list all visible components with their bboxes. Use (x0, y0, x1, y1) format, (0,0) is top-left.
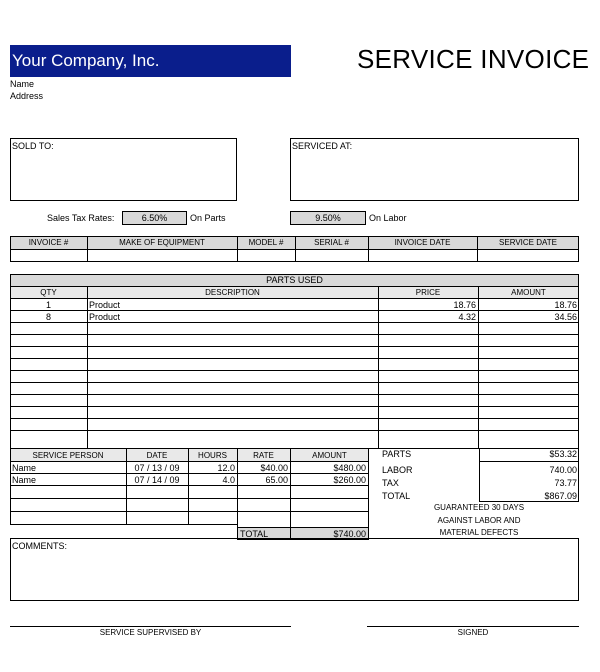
signed-label: SIGNED (457, 628, 489, 637)
summary-parts-label: PARTS (382, 449, 412, 459)
summary-tax-label: TAX (382, 478, 399, 488)
company-name: Your Company, Inc. (10, 45, 291, 77)
parts-table (10, 274, 579, 449)
guarantee-line-1: GUARANTEED 30 DAYS (433, 503, 525, 512)
header-serial: SERIAL # (314, 238, 349, 247)
summary-total-label: TOTAL (382, 491, 411, 501)
signed-line (367, 626, 579, 627)
labor-table (10, 449, 369, 540)
header-invoice-date: INVOICE DATE (394, 238, 451, 247)
parts-row-1-description[interactable]: Product (89, 300, 121, 310)
labor-row-1-hours[interactable]: 12.0 (217, 463, 235, 473)
parts-header-amount: AMOUNT (511, 288, 546, 297)
invoice-info-table (10, 236, 579, 262)
labor-header-person: SERVICE PERSON (32, 451, 104, 460)
address-label: Address (10, 91, 44, 101)
parts-tax-rate[interactable]: 6.50% (122, 211, 187, 225)
parts-tax-label: On Parts (190, 213, 226, 223)
labor-header-rate: RATE (253, 451, 274, 460)
sold-to-box[interactable] (10, 138, 237, 201)
parts-row-2-qty[interactable]: 8 (45, 312, 51, 322)
labor-row-2-amount: $260.00 (333, 475, 366, 485)
sold-to-label: SOLD TO: (12, 141, 54, 151)
labor-tax-label: On Labor (369, 213, 407, 223)
labor-header-hours: HOURS (198, 451, 227, 460)
parts-header-qty: QTY (40, 288, 57, 297)
parts-header-price: PRICE (415, 288, 441, 297)
comments-label: COMMENTS: (12, 541, 67, 551)
parts-row-1-qty[interactable]: 1 (45, 300, 51, 310)
parts-row-2-amount: 34.56 (554, 312, 577, 322)
parts-row-1-amount: 18.76 (554, 300, 577, 310)
parts-row-2-description[interactable]: Product (89, 312, 121, 322)
labor-row-1-person[interactable]: Name (12, 463, 37, 473)
labor-row-1-amount: $480.00 (333, 463, 366, 473)
labor-total-value: $740.00 (333, 529, 366, 539)
labor-row-2-rate[interactable]: 65.00 (265, 475, 288, 485)
labor-row-1-rate[interactable]: $40.00 (260, 463, 288, 473)
summary-total-value: $867.09 (544, 491, 577, 501)
parts-header-description: DESCRIPTION (205, 288, 260, 297)
serviced-at-label: SERVICED AT: (292, 141, 353, 151)
header-model: MODEL # (248, 238, 284, 247)
summary-block (379, 449, 579, 540)
name-label: Name (10, 79, 35, 89)
labor-tax-rate[interactable]: 9.50% (290, 211, 366, 225)
supervised-line (10, 626, 291, 627)
page-title: SERVICE INVOICE (357, 44, 590, 74)
guarantee-line-2: AGAINST LABOR AND (437, 516, 521, 525)
labor-row-2-hours[interactable]: 4.0 (222, 475, 235, 485)
summary-tax-value: 73.77 (554, 478, 577, 488)
header-service-date: SERVICE DATE (499, 238, 557, 247)
header-make: MAKE OF EQUIPMENT (119, 238, 205, 247)
parts-used-title: PARTS USED (266, 275, 323, 285)
tax-label: Sales Tax Rates: (47, 213, 115, 223)
summary-parts-value: $53.32 (549, 449, 577, 459)
labor-header-amount: AMOUNT (312, 451, 347, 460)
parts-row-1-price[interactable]: 18.76 (453, 300, 476, 310)
serviced-at-box[interactable] (290, 138, 579, 201)
comments-box[interactable] (10, 538, 579, 601)
labor-row-2-date[interactable]: 07 / 14 / 09 (134, 475, 180, 485)
guarantee-line-3: MATERIAL DEFECTS (439, 528, 519, 537)
parts-row-2-price[interactable]: 4.32 (458, 312, 476, 322)
labor-total-label: TOTAL (240, 529, 269, 539)
summary-labor-value: 740.00 (549, 465, 577, 475)
labor-row-1-date[interactable]: 07 / 13 / 09 (134, 463, 180, 473)
header-invoice-number: INVOICE # (28, 238, 69, 247)
supervised-label: SERVICE SUPERVISED BY (99, 628, 202, 637)
summary-labor-label: LABOR (382, 465, 413, 475)
labor-row-2-person[interactable]: Name (12, 475, 37, 485)
labor-header-date: DATE (146, 451, 168, 460)
